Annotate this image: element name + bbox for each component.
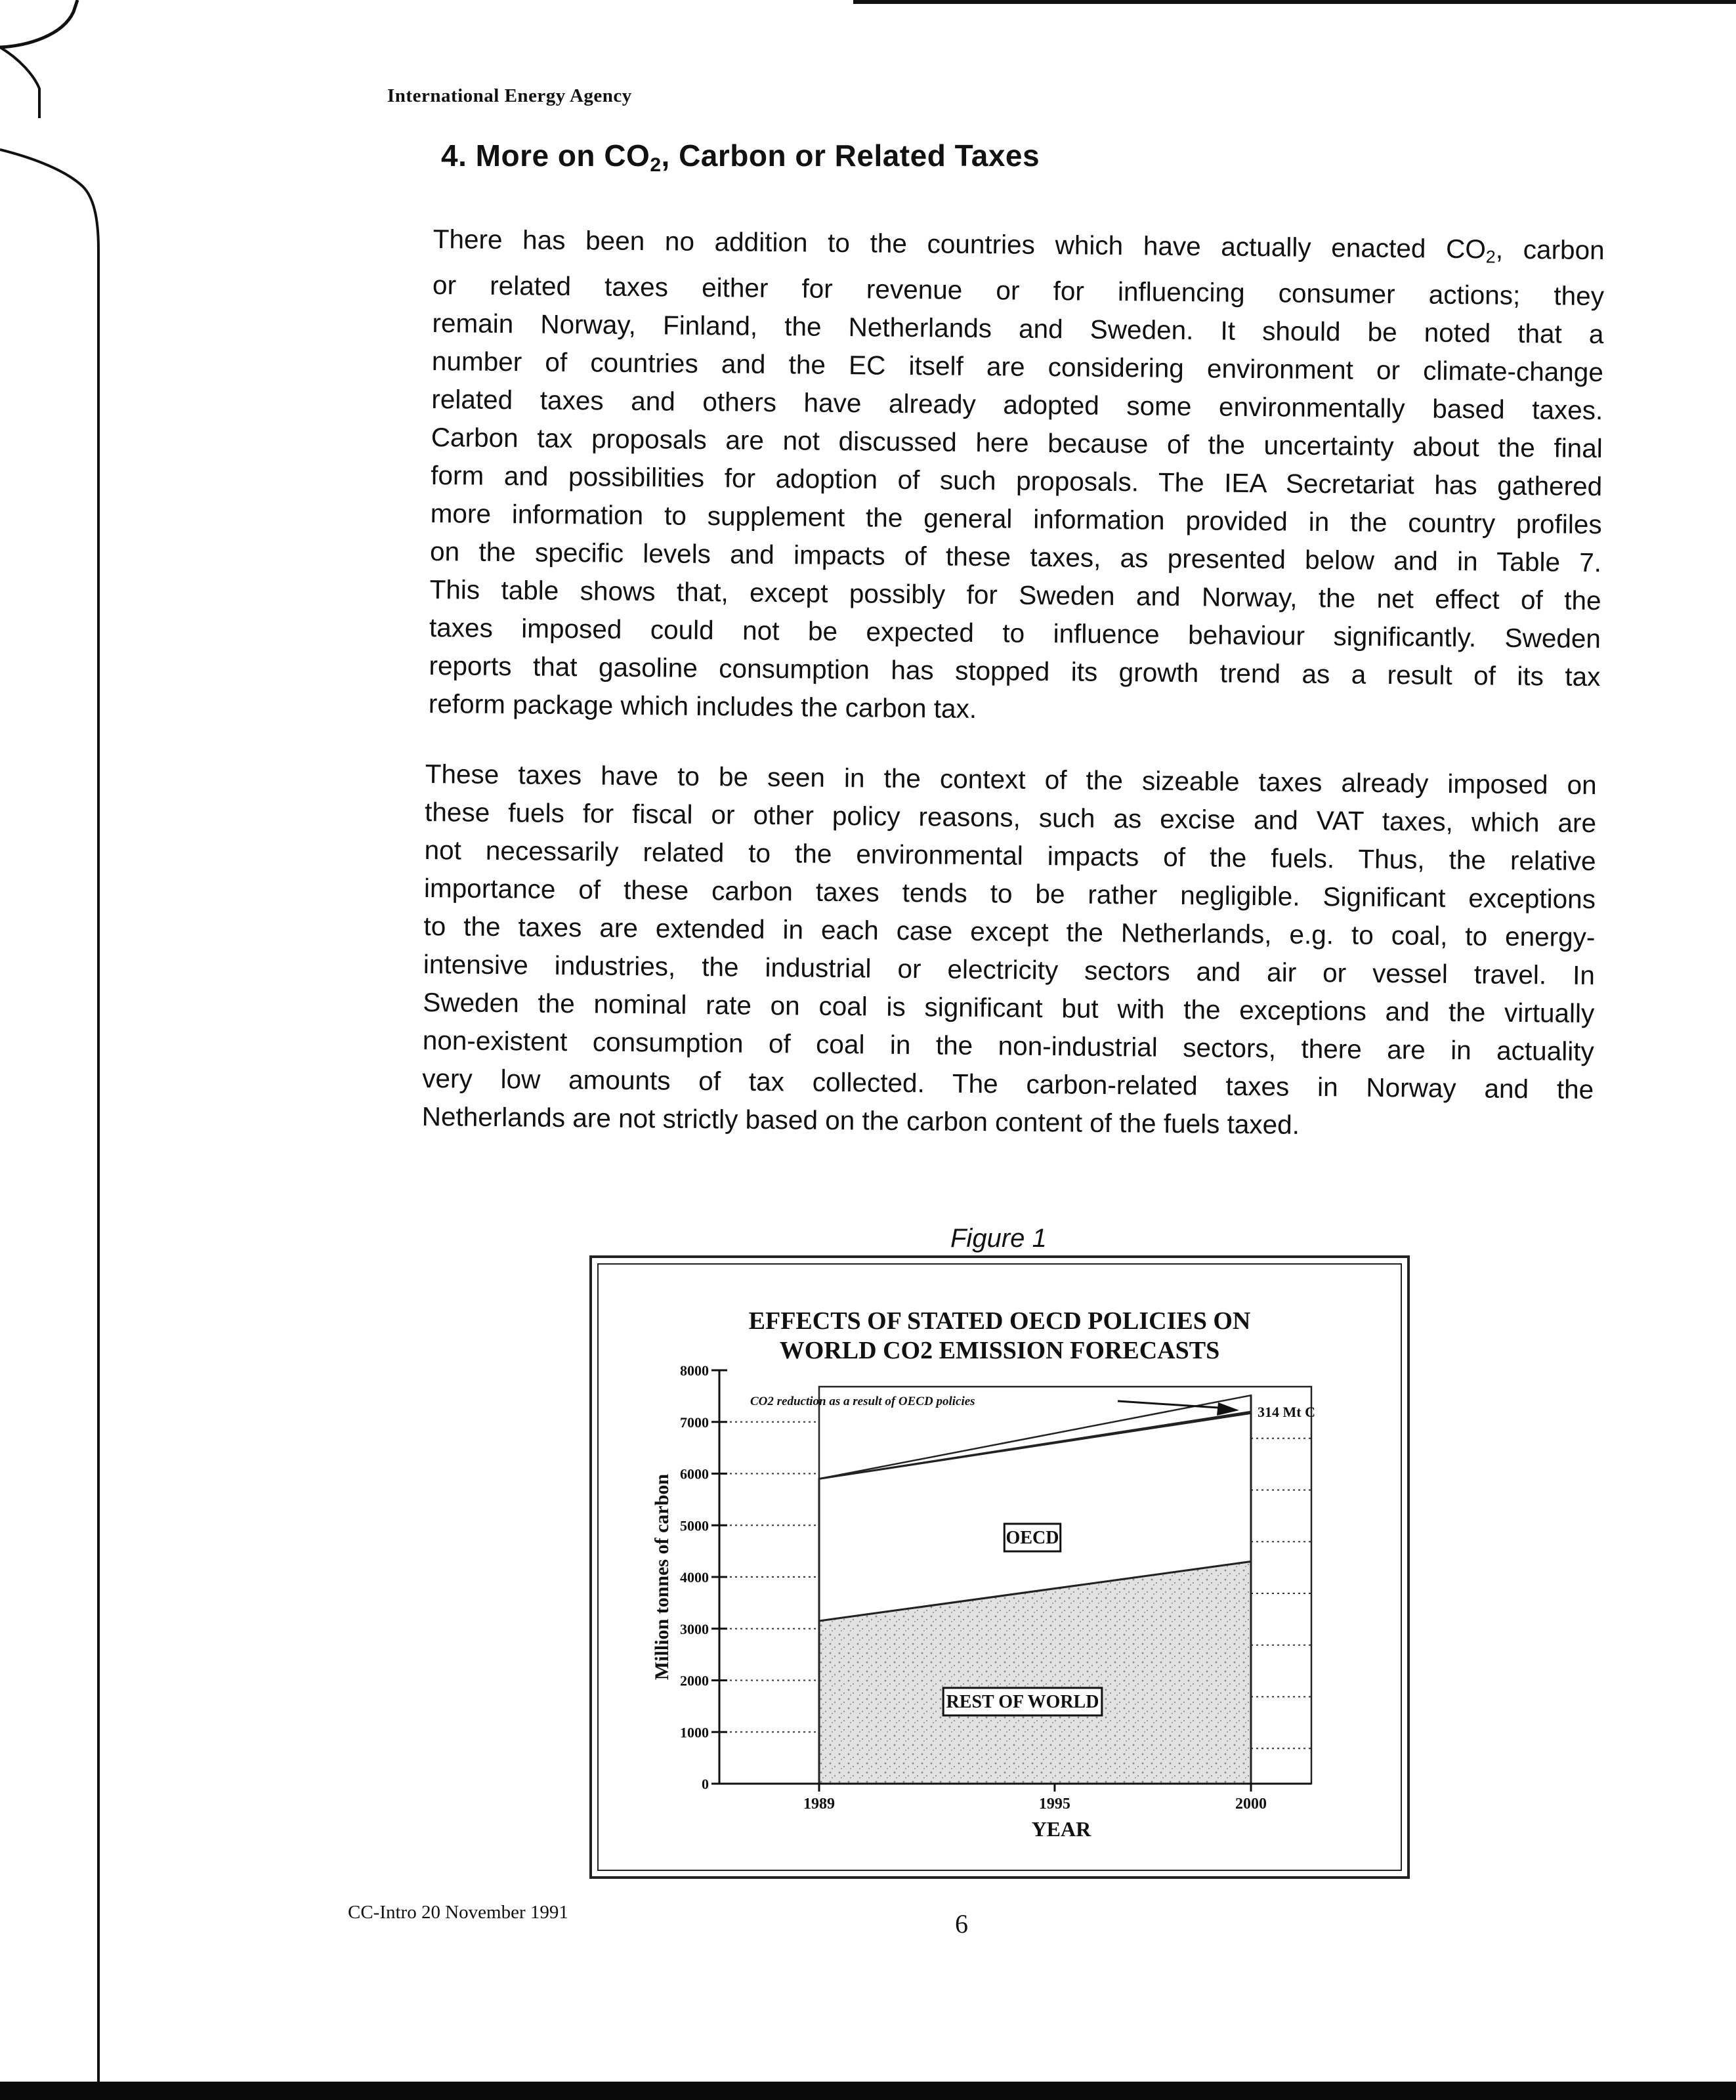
rest-of-world-label: REST OF WORLD (946, 1692, 1099, 1712)
paragraph-line: These taxes have to be seen in the context of the sizeable taxes already imposed on (425, 758, 1597, 801)
y-tick-label: 2000 (680, 1672, 709, 1689)
chart-areas (819, 1395, 1251, 1784)
paragraph-line: or related taxes either for revenue or for influencing consumer actions; they (432, 269, 1605, 312)
paragraph-line: number of countries and the EC itself are considering environment or climate-change (431, 345, 1604, 388)
figure-caption: Figure 1 (950, 1224, 1047, 1253)
binder-hole-edge (0, 0, 112, 2082)
co2-forecast-chart (589, 1255, 1410, 1879)
paragraph-line: Carbon tax proposals are not discussed here because of the uncertainty about the final (431, 421, 1603, 464)
paragraph-line: to the taxes are extended in each case except the Netherlands, e.g. to coal, to energy- (423, 910, 1596, 953)
section-heading (441, 138, 1040, 177)
bottom-scan-edge (0, 2082, 1736, 2100)
chart-title: EFFECTS OF STATED OECD POLICIES ON (748, 1307, 1251, 1335)
oecd-label: OECD (1006, 1527, 1059, 1548)
reduction-annotation: CO2 reduction as a result of OECD policies (750, 1395, 975, 1408)
y-tick-label: 3000 (680, 1620, 709, 1637)
paragraph-1 (429, 220, 1605, 734)
paragraph-line: not necessarily related to the environmental impacts of the fuels. Thus, the relative (424, 834, 1596, 877)
y-tick-label: 5000 (680, 1517, 709, 1534)
footer-document-id: CC-Intro 20 November 1991 (348, 1902, 568, 1923)
paragraph-line: importance of these carbon taxes tends to be rather negligible. Significant exceptions (423, 872, 1596, 915)
y-axis-label: Million tonnes of carbon (651, 1473, 673, 1681)
x-axis-label: YEAR (1031, 1817, 1091, 1841)
paragraph-line: non-existent consumption of coal in the non-industrial sectors, there are in actuality (422, 1024, 1594, 1067)
paragraph-line: related taxes and others have already adopted some environmentally based taxes. (431, 383, 1603, 426)
paragraph-line: reports that gasoline consumption has stopped its growth trend as a result of its tax (429, 650, 1601, 692)
top-edge-rule (853, 0, 1736, 4)
paragraph-line: on the specific levels and impacts of these taxes, as presented below and in Table 7. (429, 536, 1602, 578)
section-number: 4. (441, 138, 467, 173)
y-tick-label: 1000 (680, 1724, 709, 1741)
reduction-value-label: 314 Mt C (1258, 1404, 1315, 1420)
paragraph-line: Netherlands are not strictly based on the carbon content of the fuels taxed. (421, 1101, 1300, 1140)
section-title-post: , Carbon or Related Taxes (661, 138, 1040, 173)
x-tick-label: 2000 (1235, 1796, 1267, 1813)
section-title-subscript: 2 (650, 154, 662, 176)
paragraph-line: more information to supplement the general information provided in the country profiles (430, 497, 1602, 540)
y-tick-label: 6000 (680, 1465, 709, 1482)
y-tick-label: 0 (702, 1776, 709, 1792)
paragraph-line: reform package which includes the carbon tax. (428, 688, 977, 724)
paragraph-line: There has been no addition to the countries which have actually enacted $CO_2$, carbon (433, 223, 1605, 267)
y-tick-label: 4000 (680, 1569, 709, 1586)
paragraph-line: very low amounts of tax collected. The carbon-related taxes in Norway and the (422, 1062, 1594, 1105)
paragraph-line: taxes imposed could not be expected to influence behaviour significantly. Sweden (429, 612, 1601, 654)
page-number: 6 (955, 1909, 968, 1939)
paragraph-line: form and possibilities for adoption of such proposals. The IEA Secretariat has gathered (431, 459, 1603, 502)
agency-header: International Energy Agency (387, 85, 632, 106)
paragraph-line: This table shows that, except possibly for Sweden and Norway, the net effect of the (429, 574, 1601, 616)
paragraph-line: intensive industries, the industrial or electricity sectors and air or vessel travel. In (423, 948, 1596, 991)
paragraph-line: remain Norway, Finland, the Netherlands and Sweden. It should be noted that a (432, 307, 1604, 350)
y-tick-label: 7000 (680, 1414, 709, 1431)
paragraph-2 (421, 755, 1596, 1146)
x-tick-label: 1995 (1038, 1796, 1070, 1813)
chart-title: WORLD CO2 EMISSION FORECASTS (779, 1337, 1220, 1364)
section-title-pre: More on CO (475, 138, 650, 173)
paragraph-line: Sweden the nominal rate on coal is significant but with the exceptions and the virtually (423, 986, 1595, 1029)
paragraph-line: these fuels for fiscal or other policy reasons, such as excise and VAT taxes, which are (424, 796, 1597, 839)
x-tick-label: 1989 (803, 1796, 835, 1813)
y-tick-label: 8000 (680, 1362, 709, 1379)
